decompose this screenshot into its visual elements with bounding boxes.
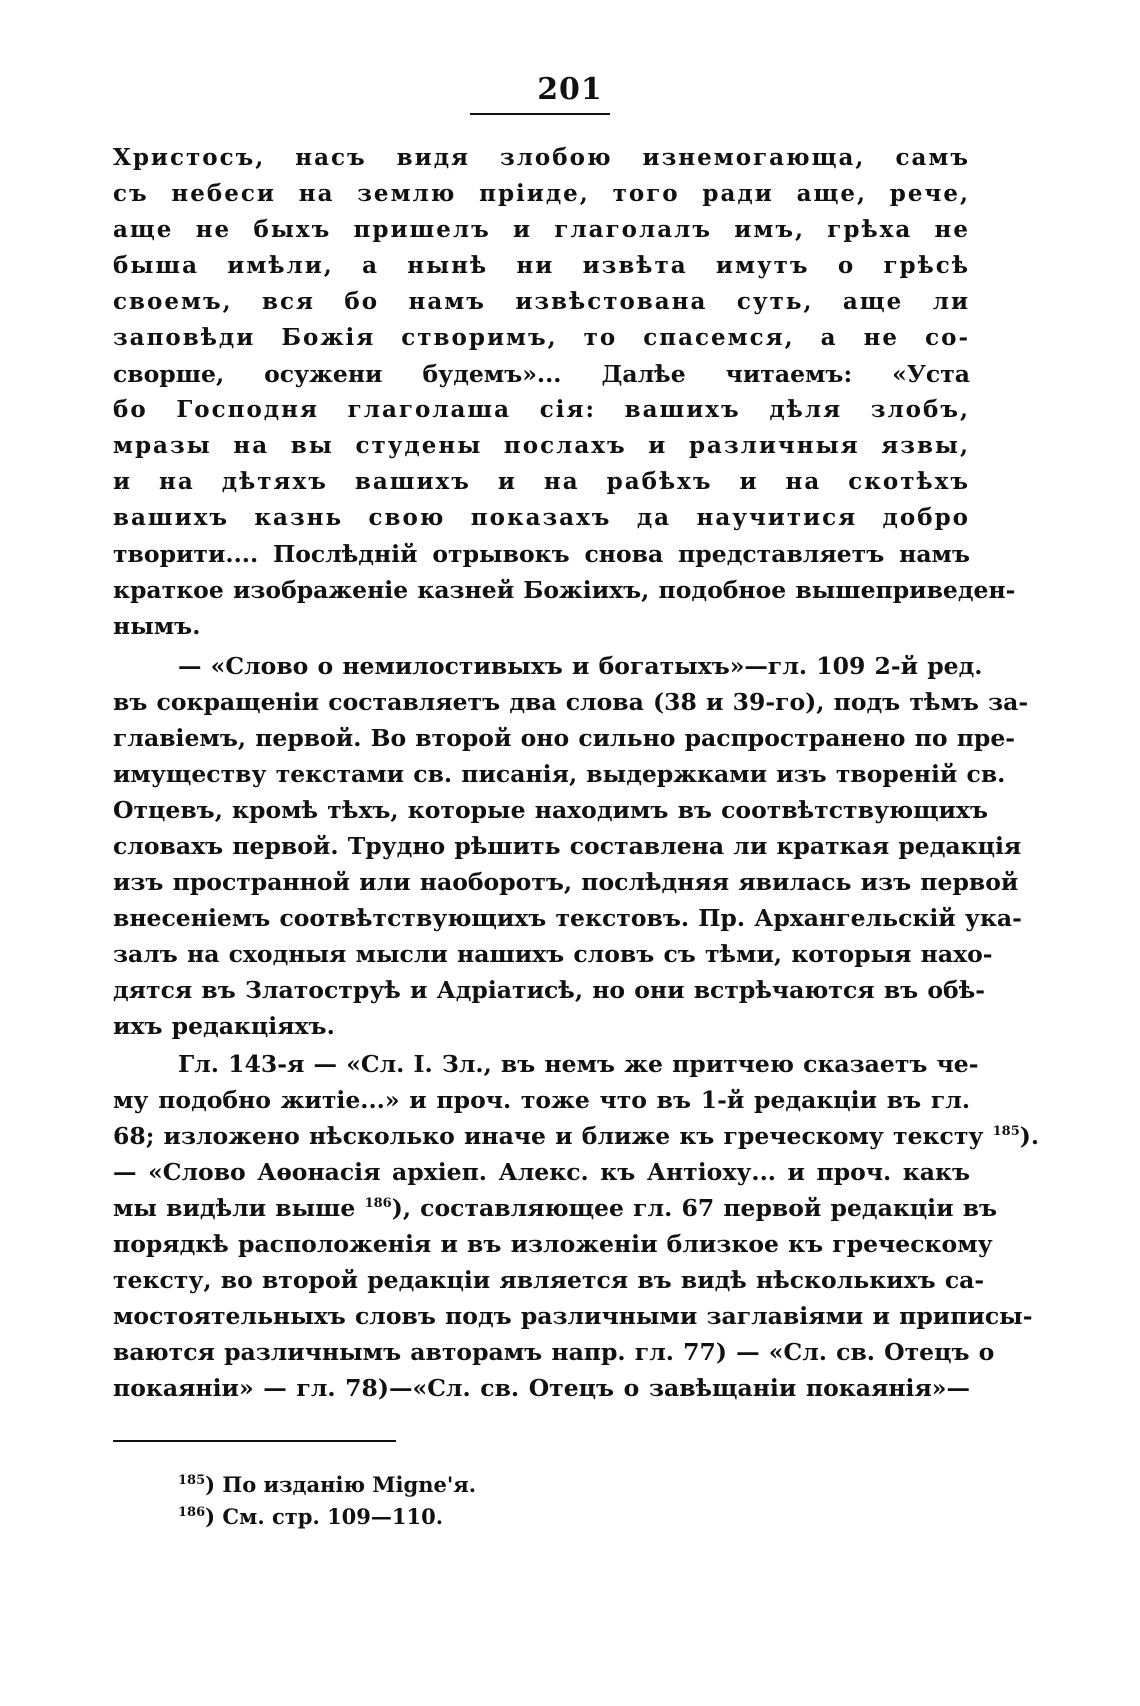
text-line: Христосъ, насъ видя злобою изнемогающа, самъ	[113, 144, 970, 171]
text-line: залъ на сходныя мысли нашихъ словъ съ тѣми, которыя нахо-	[113, 940, 993, 968]
text-line: краткое изображеніе казней Божіихъ, подобное вышеприведен-	[113, 576, 1016, 604]
text-line: — «Слово Аѳонасія архіеп. Алекс. къ Антіоху... и проч. какъ	[113, 1158, 970, 1186]
text-line: Отцевъ, кромѣ тѣхъ, которые находимъ въ соотвѣтствующихъ	[113, 796, 988, 824]
footnote-rule	[113, 1440, 396, 1442]
footnote-185: $^{185}$) По изданію Migne'я.	[178, 1472, 477, 1497]
text-line: 68; изложено нѣсколько иначе и ближе къ греческому тексту $^{185}$).	[113, 1122, 1040, 1150]
text-line: Гл. 143-я — «Сл. I. Зл., въ немъ же притчею сказаетъ че-	[178, 1050, 979, 1078]
text-line: бо Господня глаголаша сія: вашихъ дѣля злобъ,	[113, 396, 970, 423]
text-line: внесеніемъ соотвѣтствующихъ текстовъ. Пр. Архангельскій ука-	[113, 904, 1022, 932]
text-line: словахъ первой. Трудно рѣшить составлена ли краткая редакція	[113, 832, 1022, 860]
text-line: творити.... Послѣдній отрывокъ снова представляетъ намъ	[113, 540, 970, 568]
text-line: дятся въ Златоструѣ и Адріатисѣ, но они встрѣчаются въ обѣ-	[113, 976, 985, 1004]
text-line: вашихъ казнь свою показахъ да научитися добро	[113, 504, 970, 531]
text-line: главіемъ, первой. Во второй оно сильно распространено по пре-	[113, 724, 1016, 752]
text-line: аще не быхъ пришелъ и глаголалъ имъ, грѣха не	[113, 216, 970, 243]
text-line: мразы на вы студены послахъ и различныя язвы,	[113, 432, 970, 459]
footnote-ref-186: 186	[364, 1196, 392, 1212]
header-rule	[470, 113, 610, 115]
text-line: нымъ.	[113, 612, 201, 640]
text-line: имуществу текстами св. писанія, выдержками изъ твореній св.	[113, 760, 1006, 788]
text-line: покаяніи» — гл. 78)—«Сл. св. Отецъ о завѣщаніи покаянія»—	[113, 1374, 970, 1402]
text-line: быша имѣли, а нынѣ ни извѣта имутъ о грѣсѣ	[113, 252, 970, 279]
text-line: своемъ, вся бо намъ извѣстована суть, аще ли	[113, 288, 970, 315]
page-number: 201	[537, 72, 603, 107]
text-line: въ сокращеніи составляетъ два слова (38 и 39-го), подъ тѣмъ за-	[113, 688, 1029, 716]
text-line: мы видѣли выше $^{186}$), составляющее гл. 67 первой редакціи въ	[113, 1194, 998, 1222]
text-line: ваются различнымъ авторамъ напр. гл. 77) — «Сл. св. Отецъ о	[113, 1338, 995, 1366]
footnote-ref-185: 185	[992, 1124, 1020, 1140]
text-line: порядкѣ расположенія и въ изложеніи близкое къ греческому	[113, 1230, 993, 1258]
text-line: — «Слово о немилостивыхъ и богатыхъ»—гл. 109 2-й ред.	[178, 652, 983, 680]
text-line: сворше, осужени будемъ»... Далѣе читаемъ: «Уста	[113, 360, 970, 388]
text-line: съ небеси на землю пріиде, того ради аще, рече,	[113, 180, 970, 207]
text-line: и на дѣтяхъ вашихъ и на рабѣхъ и на скотѣхъ	[113, 468, 970, 495]
text-line: му подобно житіе...» и проч. тоже что въ 1-й редакціи въ гл.	[113, 1086, 970, 1114]
text-line: тексту, во второй редакціи является въ видѣ нѣсколькихъ са-	[113, 1266, 985, 1294]
text-line: изъ пространной или наоборотъ, послѣдняя явилась изъ первой	[113, 868, 1019, 896]
footnote-186: $^{186}$) См. стр. 109—110.	[178, 1504, 444, 1529]
text-line: мостоятельныхъ словъ подъ различными заглавіями и приписы-	[113, 1302, 1033, 1330]
text-line: заповѣди Божія створимъ, то спасемся, а не со-	[113, 324, 970, 351]
text-line: ихъ редакціяхъ.	[113, 1012, 335, 1040]
